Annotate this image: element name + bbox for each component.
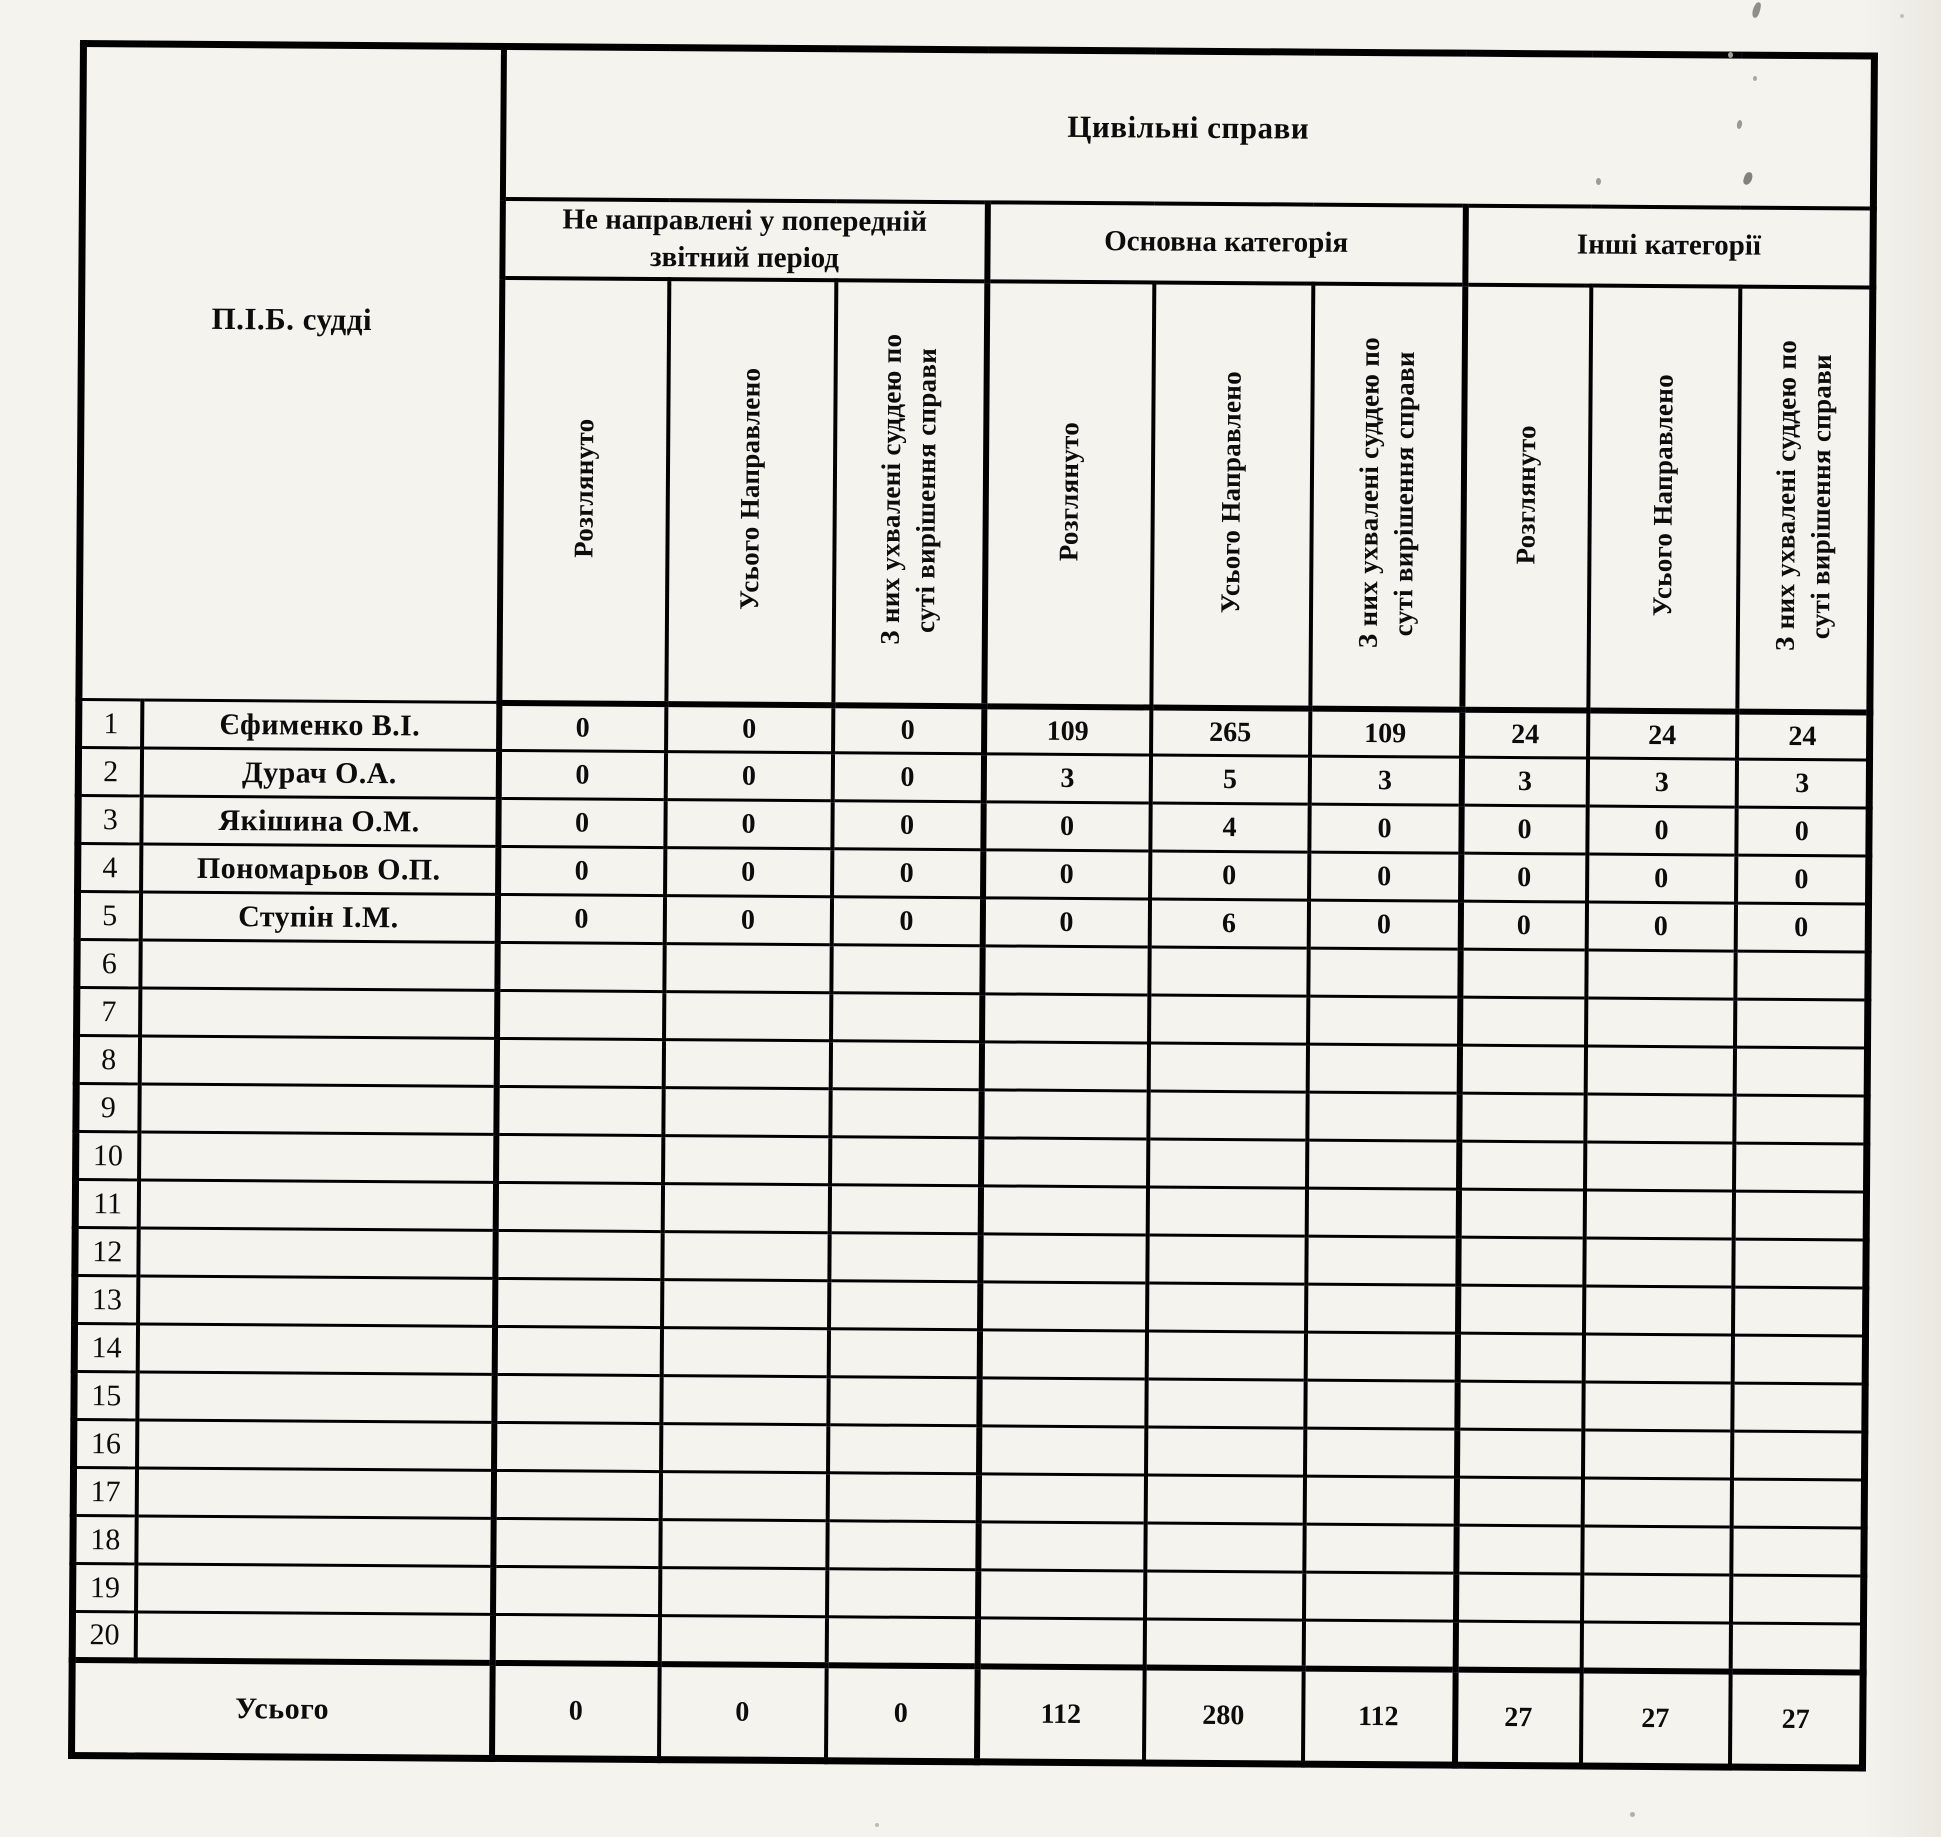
value-cell: 4 [1150,803,1309,852]
value-cell [981,1090,1148,1139]
value-cell: 0 [1587,806,1736,855]
judge-name-cell [140,988,497,1038]
value-cell: 0 [666,704,833,753]
value-cell [1147,1187,1306,1236]
value-cell [1458,1190,1584,1239]
group-header-not-sent-previous-period: Не направлені у попередній звітний період [502,198,988,281]
value-cell [982,994,1149,1043]
value-cell: 0 [832,753,983,802]
value-cell [827,1569,978,1618]
column-header-total-sent-g1 [666,279,836,705]
column-header-considered-g2 [984,281,1154,707]
value-cell [978,1570,1145,1619]
value-cell [830,1041,981,1090]
value-cell [1146,1427,1305,1476]
value-cell [1456,1478,1582,1527]
value-cell [1457,1430,1583,1479]
value-cell: 0 [982,898,1149,947]
column-header-considered-g1 [499,278,669,704]
value-cell [1733,1191,1866,1240]
value-cell [1457,1382,1583,1431]
value-cell: 0 [1309,804,1461,853]
scan-speck [1630,1812,1635,1817]
value-cell [1734,1095,1867,1144]
judge-name-cell: Дурач О.А. [141,748,498,798]
judge-name-cell [138,1228,495,1278]
value-cell [663,1136,830,1185]
value-cell [1460,950,1586,999]
column-header-considered-g3-label: Розглянуто [1510,424,1542,565]
value-cell [1733,1287,1866,1336]
value-cell: 0 [983,850,1150,899]
value-cell [1734,1143,1867,1192]
value-cell [1145,1523,1304,1572]
judge-name-column-header: П.І.Б. судді [79,44,504,703]
scan-speck [1900,14,1904,18]
value-cell [1731,1575,1864,1624]
column-header-total-sent-g2 [1151,282,1313,708]
total-label-cell: Усього [72,1660,493,1759]
value-cell: 0 [1308,900,1460,949]
value-cell [1734,1047,1867,1096]
value-cell [1304,1476,1456,1525]
value-cell [663,1088,830,1137]
value-cell [496,1087,663,1136]
value-cell: 0 [665,848,832,897]
row-number-cell: 7 [77,988,140,1036]
value-cell: 24 [1737,711,1870,760]
value-cell: 0 [832,849,983,898]
value-cell: 3 [983,754,1150,803]
value-cell: 3 [1736,759,1869,808]
value-cell [1730,1623,1863,1672]
value-cell [979,1330,1146,1379]
value-cell: 0 [1461,854,1587,903]
total-value-cell: 112 [1303,1668,1456,1765]
value-cell [1307,1140,1459,1189]
value-cell: 0 [983,802,1150,851]
value-cell [1585,1094,1734,1143]
value-cell [1308,948,1460,997]
total-value-cell: 0 [659,1664,827,1761]
value-cell [980,1234,1147,1283]
total-row [72,1660,1864,1769]
value-cell [826,1617,977,1666]
value-cell: 0 [665,800,832,849]
value-cell: 0 [664,896,831,945]
value-cell [1303,1620,1455,1669]
column-header-considered-g1-label: Розглянуто [568,418,600,558]
value-cell [664,944,831,993]
value-cell [662,1184,829,1233]
column-header-decided-on-merits-g3-label: З них ухвалені суддею по суті вирішення справи [1769,340,1838,652]
value-cell [830,1089,981,1138]
row-number-cell: 9 [76,1084,139,1132]
value-cell [1731,1479,1864,1528]
value-cell [1304,1524,1456,1573]
column-header-total-sent-g3-label: Усього Направлено [1647,374,1680,617]
value-cell [1732,1335,1865,1384]
value-cell [493,1471,660,1520]
value-cell [1585,1046,1734,1095]
value-cell [492,1615,659,1664]
group-header-main-category: Основна категорія [987,202,1466,285]
judge-name-cell: Єфименко В.І. [142,700,499,750]
value-cell [1582,1526,1731,1575]
scan-speck [1751,1,1762,18]
judge-name-cell [137,1372,494,1422]
value-cell [659,1616,826,1665]
value-cell [1147,1283,1306,1332]
total-value-cell: 280 [1144,1667,1304,1764]
value-cell [493,1519,660,1568]
value-cell [1307,1044,1459,1093]
value-cell [1733,1239,1866,1288]
column-header-total-sent-g1-label: Усього Направлено [734,367,767,611]
value-cell [1145,1571,1304,1620]
value-cell: 0 [1309,852,1461,901]
value-cell: 0 [833,705,984,754]
value-cell [1582,1574,1731,1623]
scan-speck [875,1823,879,1827]
value-cell [977,1618,1144,1667]
value-cell [494,1423,661,1472]
value-cell [1460,998,1586,1047]
total-value-cell: 112 [977,1666,1145,1763]
value-cell [830,1137,981,1186]
row-number-cell: 4 [78,844,141,892]
value-cell [1458,1286,1584,1335]
value-cell [831,945,982,994]
judge-name-cell [140,940,497,990]
row-number-cell: 16 [74,1420,137,1468]
value-cell [493,1567,660,1616]
value-cell [1583,1334,1732,1383]
row-number-cell: 20 [72,1612,135,1660]
row-number-cell: 1 [79,700,142,748]
value-cell [1735,951,1868,1000]
value-cell: 0 [497,895,664,944]
value-cell [1305,1380,1457,1429]
judge-name-cell [139,1036,496,1086]
value-cell [1584,1286,1733,1335]
value-cell [663,1040,830,1089]
value-cell [1148,1091,1307,1140]
value-cell [495,1231,662,1280]
value-cell [497,943,664,992]
row-number-cell: 2 [78,748,141,796]
column-header-total-sent-g3 [1588,285,1740,711]
value-cell: 5 [1150,755,1309,804]
total-value-cell: 27 [1580,1670,1730,1767]
value-cell [981,1138,1148,1187]
value-cell: 0 [1736,855,1869,904]
value-cell [1308,996,1460,1045]
value-cell: 0 [1735,903,1868,952]
value-cell [1586,950,1735,999]
value-cell [1145,1475,1304,1524]
value-cell [978,1522,1145,1571]
value-cell [1304,1572,1456,1621]
total-value-cell: 27 [1455,1670,1582,1767]
value-cell [1585,1142,1734,1191]
row-number-cell: 13 [75,1276,138,1324]
value-cell [827,1473,978,1522]
judge-name-cell [137,1324,494,1374]
value-cell [1146,1379,1305,1428]
value-cell [978,1474,1145,1523]
judge-name-cell [138,1180,495,1230]
value-cell: 6 [1149,899,1308,948]
column-header-decided-on-merits-g2 [1310,283,1465,709]
value-cell [1584,1190,1733,1239]
judge-name-cell [137,1420,494,1470]
value-cell: 24 [1462,710,1588,759]
value-cell [1458,1238,1584,1287]
value-cell [1582,1478,1731,1527]
value-cell [496,1039,663,1088]
value-cell [664,992,831,1041]
column-header-considered-g3 [1462,285,1591,711]
row-number-cell: 19 [73,1564,136,1612]
value-cell [1146,1331,1305,1380]
judge-name-cell [139,1132,496,1182]
row-number-cell: 8 [76,1036,139,1084]
row-number-cell: 15 [74,1372,137,1420]
value-cell [1455,1622,1581,1671]
value-cell [1459,1142,1585,1191]
value-cell [660,1568,827,1617]
value-cell: 0 [499,703,666,752]
judge-name-cell [136,1516,493,1566]
value-cell [1148,1043,1307,1092]
value-cell [980,1186,1147,1235]
judge-name-cell [138,1276,495,1326]
value-cell [495,1183,662,1232]
column-header-decided-on-merits-g3 [1737,286,1873,712]
row-number-cell: 14 [74,1324,137,1372]
total-value-cell: 0 [492,1663,660,1760]
value-cell [1459,1094,1585,1143]
total-value-cell: 0 [826,1665,978,1762]
value-cell [1306,1284,1458,1333]
value-cell [1148,1139,1307,1188]
value-cell: 109 [1310,708,1462,757]
value-cell [662,1280,829,1329]
value-cell [1732,1383,1865,1432]
value-cell [661,1424,828,1473]
row-number-cell: 10 [76,1132,139,1180]
value-cell [1305,1332,1457,1381]
value-cell [828,1377,979,1426]
value-cell: 0 [498,847,665,896]
value-cell [495,1279,662,1328]
value-cell [661,1328,828,1377]
value-cell: 3 [1587,758,1736,807]
row-number-cell: 3 [78,796,141,844]
value-cell: 265 [1151,707,1310,756]
value-cell: 24 [1588,710,1737,759]
value-cell [494,1327,661,1376]
top-header-row [82,44,1874,209]
column-header-total-sent-g2-label: Усього Направлено [1215,371,1248,614]
column-header-decided-on-merits-g2-label: З них ухвалені суддею по суті вирішення справи [1352,337,1420,649]
row-number-cell: 17 [73,1468,136,1516]
judge-name-cell [136,1468,493,1518]
row-number-cell: 11 [75,1180,138,1228]
value-cell [1147,1235,1306,1284]
value-cell [662,1232,829,1281]
value-cell: 3 [1461,758,1587,807]
value-cell [979,1426,1146,1475]
judge-name-cell: Пономарьов О.П. [141,844,498,894]
value-cell [1456,1574,1582,1623]
value-cell [1732,1431,1865,1480]
value-cell: 0 [1461,806,1587,855]
value-cell: 3 [1309,756,1461,805]
judge-name-cell [139,1084,496,1134]
value-cell [661,1376,828,1425]
total-value-cell: 27 [1729,1671,1863,1768]
row-number-cell: 12 [75,1228,138,1276]
value-cell [1149,995,1308,1044]
column-header-decided-on-merits-g1-label: З них ухвалені суддею по суті вирішення справи [875,334,943,646]
value-cell [827,1521,978,1570]
value-cell [979,1378,1146,1427]
value-cell [1305,1428,1457,1477]
judges-civil-cases-table [68,40,1878,1772]
value-cell [980,1282,1147,1331]
value-cell [1306,1188,1458,1237]
value-cell [494,1375,661,1424]
value-cell [828,1329,979,1378]
value-cell [1581,1622,1730,1671]
value-cell [981,1042,1148,1091]
table-body [72,700,1870,1672]
value-cell: 0 [1736,807,1869,856]
group-header-other-categories: Інші категорії [1465,205,1874,287]
value-cell: 0 [1587,854,1736,903]
value-cell: 0 [498,751,665,800]
value-cell: 0 [498,799,665,848]
judge-name-cell [135,1612,492,1662]
value-cell: 0 [832,801,983,850]
judge-name-cell: Ступін І.М. [140,892,497,942]
row-number-cell: 6 [77,940,140,988]
value-cell [497,991,664,1040]
column-header-considered-g2-label: Розглянуто [1053,421,1085,562]
value-cell [1457,1334,1583,1383]
value-cell [1583,1430,1732,1479]
value-cell: 0 [1586,902,1735,951]
value-cell [1731,1527,1864,1576]
value-cell [1144,1619,1303,1668]
judge-name-cell [136,1564,493,1614]
value-cell [1307,1092,1459,1141]
value-cell [660,1472,827,1521]
value-cell [982,946,1149,995]
value-cell [829,1185,980,1234]
value-cell [1735,999,1868,1048]
value-cell [829,1233,980,1282]
value-cell [1306,1236,1458,1285]
value-cell [660,1520,827,1569]
value-cell: 0 [1460,902,1586,951]
row-number-cell: 5 [77,892,140,940]
value-cell [831,993,982,1042]
value-cell: 109 [984,706,1151,755]
value-cell [1149,947,1308,996]
value-cell [1586,998,1735,1047]
column-header-decided-on-merits-g1 [833,280,987,706]
value-cell [1456,1526,1582,1575]
value-cell [1459,1046,1585,1095]
value-cell [1584,1238,1733,1287]
judge-name-cell: Якішина О.М. [141,796,498,846]
value-cell: 0 [831,897,982,946]
value-cell [828,1425,979,1474]
value-cell [1583,1382,1732,1431]
value-cell: 0 [1150,851,1309,900]
row-number-cell: 18 [73,1516,136,1564]
value-cell [496,1135,663,1184]
value-cell: 0 [665,752,832,801]
value-cell [829,1281,980,1330]
civil-cases-header: Цивільні справи [502,46,1874,208]
